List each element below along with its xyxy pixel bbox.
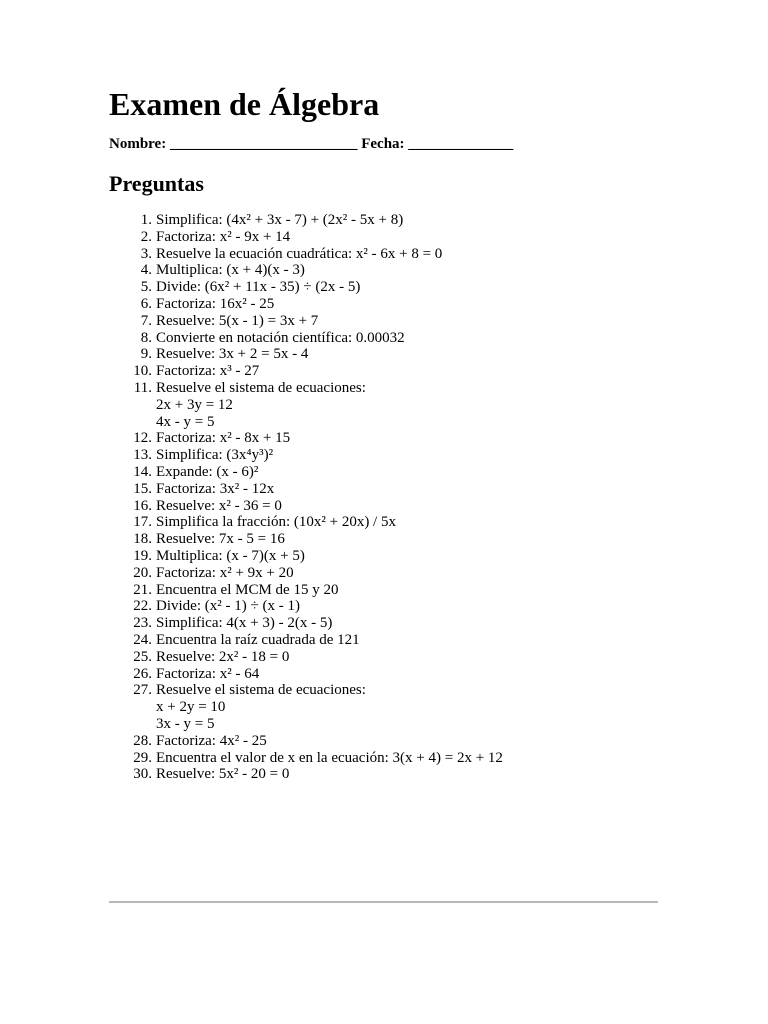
- question-item: [109, 598, 659, 615]
- question-item: [109, 531, 659, 548]
- question-text: Convierte en notación científica: 0.00032: [156, 329, 405, 346]
- question-number: 19.: [133, 547, 152, 564]
- question-item: [109, 229, 659, 246]
- question-item: [109, 246, 659, 263]
- question-item: [109, 380, 659, 430]
- question-text: Factoriza: x² - 9x + 14: [156, 228, 291, 245]
- question-text: Encuentra el valor de x en la ecuación: 3(x + 4) = 2x + 12: [156, 749, 503, 766]
- question-number: 7.: [140, 312, 152, 329]
- question-text: Simplifica: (4x² + 3x - 7) + (2x² - 5x + 8): [156, 212, 404, 228]
- question-item: [109, 212, 659, 229]
- question-number: 22.: [133, 598, 152, 615]
- question-text: Factoriza: x³ - 27: [156, 363, 260, 380]
- question-text: Resuelve: 5x² - 20 = 0: [156, 766, 290, 783]
- question-item: [109, 481, 659, 498]
- question-number: 20.: [133, 564, 152, 581]
- question-item: [109, 296, 659, 313]
- question-item: [109, 766, 659, 783]
- question-number: 17.: [133, 514, 152, 531]
- name-date-line: Nombre: _________________________ Fecha: ______________: [109, 136, 514, 152]
- question-item: [109, 649, 659, 666]
- question-number: 21.: [133, 581, 152, 598]
- question-number: 10.: [133, 363, 152, 380]
- question-number: 15.: [133, 480, 152, 497]
- question-number: 4.: [140, 262, 152, 279]
- question-text: Factoriza: 16x² - 25: [156, 295, 275, 312]
- question-text: Multiplica: (x + 4)(x - 3): [156, 262, 305, 279]
- question-item: [109, 498, 659, 515]
- question-item: [109, 565, 659, 582]
- question-text: Encuentra el MCM de 15 y 20: [156, 581, 339, 598]
- question-text: Resuelve: 7x - 5 = 16: [156, 531, 285, 548]
- question-text: Simplifica: 4(x + 3) - 2(x - 5): [156, 615, 333, 632]
- question-number: 23.: [133, 615, 152, 632]
- question-number: 26.: [133, 665, 152, 682]
- question-item: [109, 582, 659, 599]
- question-text: Resuelve: x² - 36 = 0: [156, 497, 282, 514]
- question-item: [109, 615, 659, 632]
- question-number: 13.: [133, 447, 152, 464]
- equation-line: 4x - y = 5: [156, 413, 215, 430]
- question-item: [109, 750, 659, 767]
- question-item: [109, 733, 659, 750]
- question-item: [109, 262, 659, 279]
- question-number: 1.: [140, 212, 152, 228]
- question-text: Factoriza: x² + 9x + 20: [156, 564, 294, 581]
- question-number: 14.: [133, 463, 152, 480]
- question-text: Resuelve el sistema de ecuaciones:: [156, 682, 366, 699]
- page-title: Examen de Álgebra: [109, 86, 380, 122]
- questions-list: [109, 212, 659, 783]
- question-item: [109, 330, 659, 347]
- equation-line: 2x + 3y = 12: [156, 396, 233, 413]
- question-number: 28.: [133, 732, 152, 749]
- question-number: 18.: [133, 531, 152, 548]
- question-text: Simplifica la fracción: (10x² + 20x) / 5x: [156, 514, 396, 531]
- question-number: 8.: [140, 329, 152, 346]
- question-text: Resuelve: 3x + 2 = 5x - 4: [156, 346, 309, 363]
- question-text: Resuelve la ecuación cuadrática: x² - 6x + 8 = 0: [156, 245, 443, 262]
- question-text: Factoriza: 3x² - 12x: [156, 480, 275, 497]
- question-text: Factoriza: 4x² - 25: [156, 732, 267, 749]
- question-item: [109, 279, 659, 296]
- question-item: [109, 548, 659, 565]
- question-text: Divide: (x² - 1) ÷ (x - 1): [156, 598, 300, 615]
- question-number: 30.: [133, 766, 152, 783]
- question-item: [109, 682, 659, 732]
- question-item: [109, 363, 659, 380]
- question-text: Factoriza: x² - 64: [156, 665, 260, 682]
- question-number: 2.: [140, 228, 152, 245]
- question-text: Resuelve el sistema de ecuaciones:: [156, 379, 366, 396]
- question-number: 25.: [133, 648, 152, 665]
- question-text: Encuentra la raíz cuadrada de 121: [156, 631, 360, 648]
- question-number: 12.: [133, 430, 152, 447]
- question-text: Divide: (6x² + 11x - 35) ÷ (2x - 5): [156, 279, 361, 296]
- question-item: [109, 632, 659, 649]
- question-number: 27.: [133, 682, 152, 699]
- question-item: [109, 430, 659, 447]
- question-text: Expande: (x - 6)²: [156, 463, 259, 480]
- question-number: 5.: [140, 279, 152, 296]
- question-number: 3.: [140, 245, 152, 262]
- footer-divider: [109, 901, 658, 903]
- question-number: 9.: [140, 346, 152, 363]
- question-number: 24.: [133, 631, 152, 648]
- question-number: 16.: [133, 497, 152, 514]
- question-number: 29.: [133, 749, 152, 766]
- question-item: [109, 464, 659, 481]
- question-text: Factoriza: x² - 8x + 15: [156, 430, 291, 447]
- question-number: 11.: [133, 379, 152, 396]
- question-text: Simplifica: (3x⁴y³)²: [156, 447, 274, 464]
- question-text: Resuelve: 2x² - 18 = 0: [156, 648, 290, 665]
- question-text: Resuelve: 5(x - 1) = 3x + 7: [156, 312, 319, 329]
- question-item: [109, 313, 659, 330]
- section-title: Preguntas: [109, 171, 204, 196]
- question-number: 6.: [140, 295, 152, 312]
- equation-line: x + 2y = 10: [156, 699, 226, 716]
- equation-line: 3x - y = 5: [156, 715, 215, 732]
- question-text: Multiplica: (x - 7)(x + 5): [156, 547, 305, 564]
- question-item: [109, 447, 659, 464]
- question-item: [109, 666, 659, 683]
- question-item: [109, 514, 659, 531]
- question-item: [109, 346, 659, 363]
